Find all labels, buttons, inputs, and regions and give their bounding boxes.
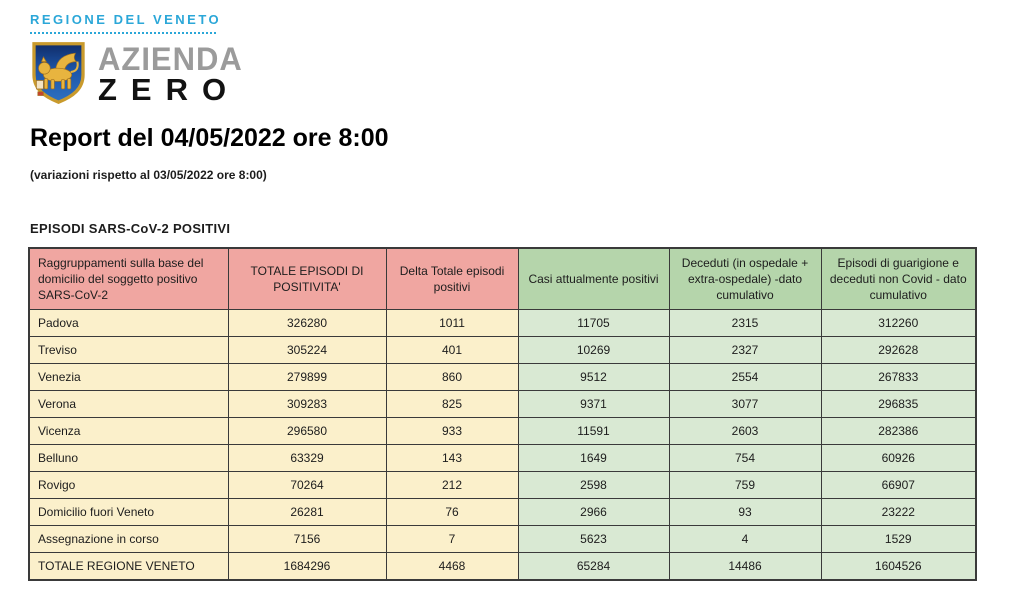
table-header	[29, 248, 976, 310]
table-row	[29, 499, 976, 526]
row-label-cell: Assegnazione in corso	[29, 526, 228, 553]
value-cell: 1684296	[228, 553, 386, 581]
region-label: REGIONE DEL VENETO	[30, 12, 222, 27]
value-cell: 66907	[821, 472, 976, 499]
value-cell: 1529	[821, 526, 976, 553]
value-cell: 860	[386, 364, 518, 391]
value-cell: 212	[386, 472, 518, 499]
row-label-cell: Domicilio fuori Veneto	[29, 499, 228, 526]
value-cell: 14486	[669, 553, 821, 581]
value-cell: 76	[386, 499, 518, 526]
value-cell: 5623	[518, 526, 669, 553]
value-cell: 10269	[518, 337, 669, 364]
value-cell: 63329	[228, 445, 386, 472]
column-header: Delta Totale episodi positivi	[386, 248, 518, 310]
table-row	[29, 418, 976, 445]
row-label-cell: Rovigo	[29, 472, 228, 499]
value-cell: 326280	[228, 310, 386, 337]
value-cell: 1011	[386, 310, 518, 337]
table-row-total	[29, 553, 976, 581]
value-cell: 2598	[518, 472, 669, 499]
table-row	[29, 364, 976, 391]
table-row	[29, 445, 976, 472]
value-cell: 401	[386, 337, 518, 364]
value-cell: 65284	[518, 553, 669, 581]
value-cell: 825	[386, 391, 518, 418]
value-cell: 305224	[228, 337, 386, 364]
table-body	[29, 310, 976, 581]
value-cell: 7	[386, 526, 518, 553]
row-label-cell: TOTALE REGIONE VENETO	[29, 553, 228, 581]
value-cell: 754	[669, 445, 821, 472]
row-label-cell: Padova	[29, 310, 228, 337]
brand-zero-text: ZERO	[98, 72, 241, 107]
value-cell: 1649	[518, 445, 669, 472]
brand-wordmark	[98, 40, 243, 107]
report-title: Report del 04/05/2022 ore 8:00	[30, 124, 389, 152]
value-cell: 2966	[518, 499, 669, 526]
table-row	[29, 310, 976, 337]
value-cell: 1604526	[821, 553, 976, 581]
value-cell: 933	[386, 418, 518, 445]
table-row	[29, 472, 976, 499]
row-label-cell: Belluno	[29, 445, 228, 472]
row-label-cell: Verona	[29, 391, 228, 418]
brand-logo	[30, 41, 994, 107]
brand-azienda-text: AZIENDA	[98, 40, 243, 78]
table-row	[29, 526, 976, 553]
value-cell: 9371	[518, 391, 669, 418]
value-cell: 267833	[821, 364, 976, 391]
section-title: EPISODI SARS-CoV-2 POSITIVI	[30, 221, 231, 236]
value-cell: 312260	[821, 310, 976, 337]
value-cell: 296580	[228, 418, 386, 445]
value-cell: 2327	[669, 337, 821, 364]
value-cell: 296835	[821, 391, 976, 418]
value-cell: 23222	[821, 499, 976, 526]
value-cell: 2603	[669, 418, 821, 445]
column-header: TOTALE EPISODI DI POSITIVITA'	[228, 248, 386, 310]
column-header: Casi attualmente positivi	[518, 248, 669, 310]
value-cell: 759	[669, 472, 821, 499]
table-row	[29, 391, 976, 418]
value-cell: 11591	[518, 418, 669, 445]
report-subtitle: (variazioni rispetto al 03/05/2022 ore 8:00)	[30, 168, 267, 182]
value-cell: 3077	[669, 391, 821, 418]
row-label-cell: Vicenza	[29, 418, 228, 445]
value-cell: 26281	[228, 499, 386, 526]
table-header-row	[29, 248, 976, 310]
value-cell: 282386	[821, 418, 976, 445]
column-header: Raggruppamenti sulla base del domicilio del soggetto positivo SARS-CoV-2	[29, 248, 228, 310]
value-cell: 4468	[386, 553, 518, 581]
column-header: Deceduti (in ospedale + extra-ospedale) -dato cumulativo	[669, 248, 821, 310]
value-cell: 2315	[669, 310, 821, 337]
value-cell: 4	[669, 526, 821, 553]
value-cell: 2554	[669, 364, 821, 391]
row-label-cell: Venezia	[29, 364, 228, 391]
row-label-cell: Treviso	[29, 337, 228, 364]
value-cell: 279899	[228, 364, 386, 391]
value-cell: 143	[386, 445, 518, 472]
venetian-lion-shield-icon	[30, 39, 87, 110]
value-cell: 292628	[821, 337, 976, 364]
table-row	[29, 337, 976, 364]
episodes-table	[28, 247, 977, 581]
dotted-divider	[30, 32, 216, 34]
value-cell: 60926	[821, 445, 976, 472]
value-cell: 11705	[518, 310, 669, 337]
value-cell: 9512	[518, 364, 669, 391]
value-cell: 7156	[228, 526, 386, 553]
value-cell: 309283	[228, 391, 386, 418]
value-cell: 70264	[228, 472, 386, 499]
column-header: Episodi di guarigione e deceduti non Covid - dato cumulativo	[821, 248, 976, 310]
value-cell: 93	[669, 499, 821, 526]
